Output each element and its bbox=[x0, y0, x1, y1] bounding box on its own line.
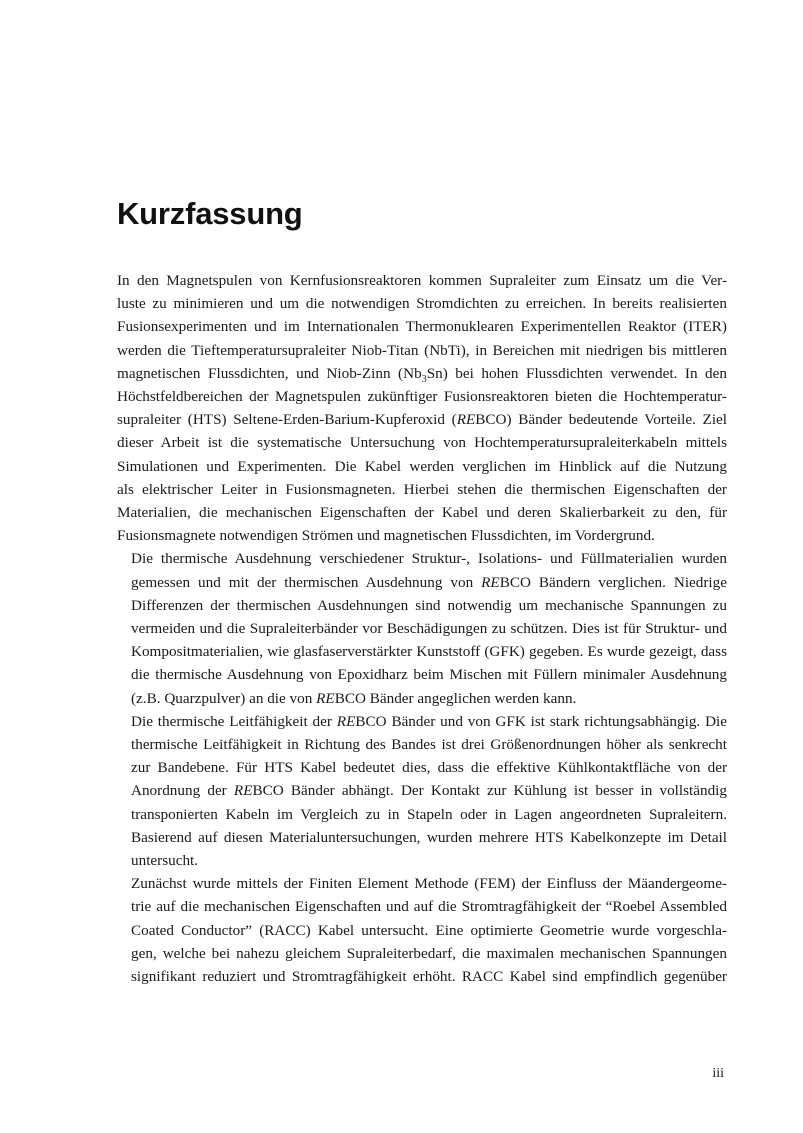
text-line: als elektrischer Leiter in Fusionsmagneten. Hierbei stehen die thermischen Eigenschaften der bbox=[117, 480, 727, 498]
text-line: Simulationen und Experimenten. Die Kabel werden verglichen im Hinblick auf die Nutzung bbox=[117, 457, 727, 475]
text-line: Basierend auf diesen Materialuntersuchungen, wurden mehrere HTS Kabelkonzepte im Detail bbox=[131, 828, 727, 846]
text-line: (z.B. Quarzpulver) an die von REBCO Bänder angeglichen werden kann. bbox=[131, 689, 577, 707]
paragraph-2 bbox=[117, 547, 727, 709]
text-line: transponierten Kabeln im Vergleich zu in Stapeln oder in Lagen angeordneten Supraleitern. bbox=[131, 805, 727, 823]
text-line: Fusionsmagnete notwendigen Strömen und magnetischen Flussdichten, im Vordergrund. bbox=[117, 527, 655, 545]
text-line: In den Magnetspulen von Kernfusionsreaktoren kommen Supraleiter zum Einsatz um die Ver- bbox=[117, 272, 727, 289]
text-line: Coated Conductor” (RACC) Kabel untersucht. Eine optimierte Geometrie wurde vorgeschla- bbox=[131, 921, 727, 939]
text-line: gen, welche bei nahezu gleichem Supraleiterbedarf, die maximalen mechanischen Spannungen bbox=[131, 944, 727, 962]
text-line: signifikant reduziert und Stromtragfähigkeit erhöht. RACC Kabel sind empfindlich gegenüber bbox=[131, 968, 727, 986]
text-line: werden die Tieftemperatursupraleiter Niob-Titan (NbTi), in Bereichen mit niedrigen bis mittleren bbox=[117, 341, 727, 359]
text-line: Zunächst wurde mittels der Finiten Element Methode (FEM) der Einfluss der Mäandergeome- bbox=[131, 875, 727, 893]
paragraph-3 bbox=[117, 710, 727, 872]
paragraph-1 bbox=[117, 269, 727, 547]
text-line: untersucht. bbox=[131, 852, 199, 870]
chapter-heading: Kurzfassung bbox=[117, 196, 303, 231]
text-line: magnetischen Flussdichten, und Niob-Zinn $(Nb_3Sn)$ bei hohen Flussdichten verwendet. In den bbox=[117, 364, 727, 385]
text-line: gemessen und mit der thermischen Ausdehnung von REBCO Bändern verglichen. Niedrige bbox=[131, 573, 727, 591]
text-line: luste zu minimieren und um die notwendigen Stromdichten zu erreichen. In bereits realisierten bbox=[117, 295, 727, 313]
text-line: vermeiden und die Supraleiterbänder vor Beschädigungen zu schützen. Dies ist für Struktur- und bbox=[131, 620, 727, 638]
text-line: Die thermische Leitfähigkeit der REBCO Bänder und von GFK ist stark richtungsabhängig. Die bbox=[131, 712, 727, 730]
text-line: Anordnung der REBCO Bänder abhängt. Der Kontakt zur Kühlung ist besser in vollständig bbox=[131, 782, 727, 800]
text-line: Die thermische Ausdehnung verschiedener Struktur-, Isolations- und Füllmaterialien wurden bbox=[131, 550, 727, 568]
text-line: trie auf die mechanischen Eigenschaften und auf die Stromtragfähigkeit der “Roebel Assembled bbox=[131, 898, 727, 916]
abstract-body bbox=[117, 269, 727, 988]
text-line: Fusionsexperimenten und im Internationalen Thermonuklearen Experimentellen Reaktor (ITER) bbox=[117, 318, 727, 336]
text-line: supraleiter (HTS) Seltene-Erden-Barium-Kupferoxid (REBCO) Bänder bedeutende Vorteile. Ziel bbox=[117, 411, 728, 429]
page-number: iii bbox=[712, 1066, 724, 1081]
text-line: dieser Arbeit ist die systematische Untersuchung von Hochtemperatursupraleiterkabeln mittels bbox=[117, 434, 727, 452]
text-line: Höchstfeldbereichen der Magnetspulen zukünftiger Fusionsreaktoren bieten die Hochtemperatur- bbox=[117, 388, 727, 406]
text-line: Materialien, die mechanischen Eigenschaften der Kabel und deren Skalierbarkeit zu den, für bbox=[117, 504, 727, 522]
text-line: Kompositmaterialien, wie glasfaserverstärkter Kunststoff (GFK) gegeben. Es wurde gezeigt, dass bbox=[131, 643, 727, 661]
text-line: thermische Leitfähigkeit in Richtung des Bandes ist drei Größenordnungen höher als senkrecht bbox=[131, 736, 727, 754]
text-line: zur Bandebene. Für HTS Kabel bedeutet dies, dass die effektive Kühlkontaktfläche von der bbox=[131, 759, 727, 777]
text-line: die thermische Ausdehnung von Epoxidharz beim Mischen mit Füllern minimaler Ausdehnung bbox=[131, 666, 727, 684]
text-line: Differenzen der thermischen Ausdehnungen sind notwendig um mechanische Spannungen zu bbox=[131, 596, 727, 614]
paragraph-4 bbox=[117, 872, 727, 988]
